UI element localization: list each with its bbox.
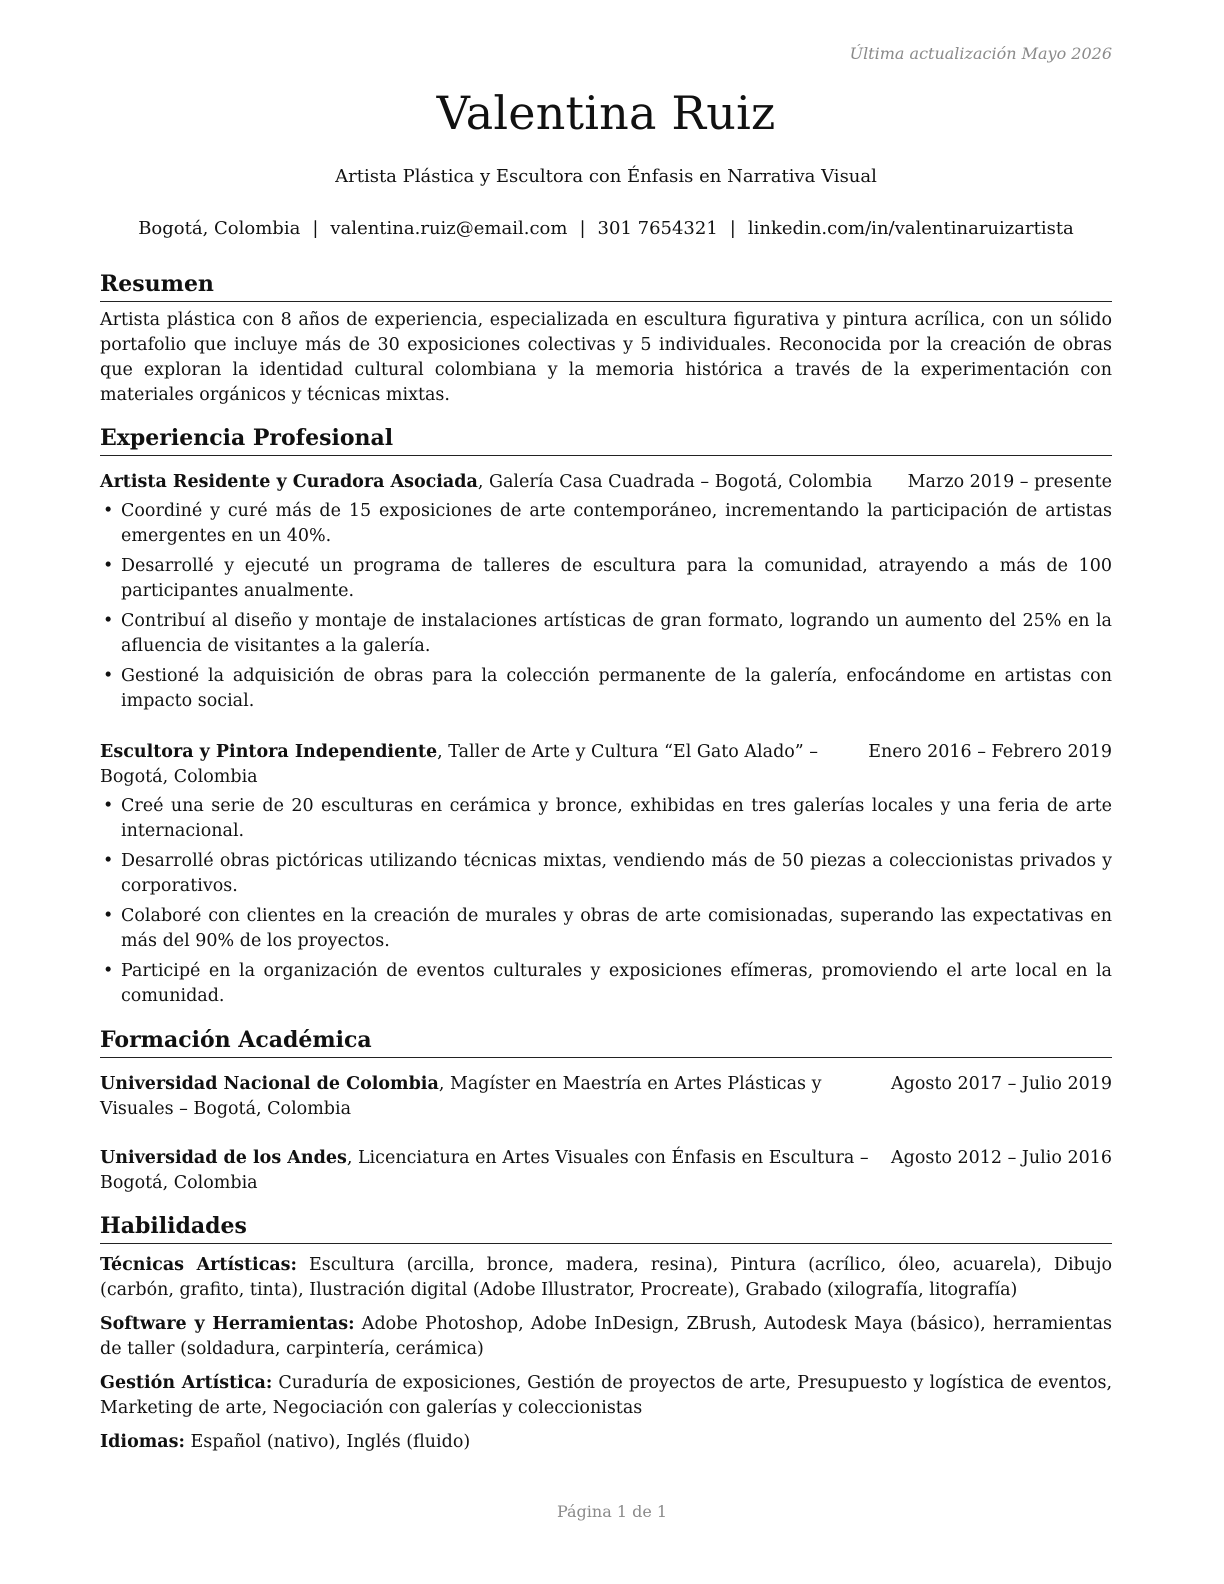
job-dates: Marzo 2019 – presente [907, 472, 1112, 492]
skill-label: Gestión Artística: [100, 1373, 273, 1393]
skill-label: Software y Herramientas: [100, 1314, 355, 1334]
job-bullets [100, 499, 1112, 714]
job-header [100, 470, 1112, 495]
page-number: Página 1 de 1 [556, 1502, 668, 1521]
job-bullet: • Contribuí al diseño y montaje de instalaciones artísticas de gran formato, logrando un aumento del 25% en la afluencia de visitantes a la galería. [100, 609, 1112, 659]
contact-line [100, 218, 1112, 239]
job-bullet: • Colaboré con clientes en la creación de murales y obras de arte comisionadas, superando las expectativas en más del 90% de los proyectos. [100, 904, 1112, 954]
skill-line [100, 1430, 1112, 1455]
job-entry [100, 470, 1112, 714]
contact-phone: 301 7654321 [597, 218, 718, 239]
job-bullet: • Participé en la organización de eventos culturales y exposiciones efímeras, promoviendo el arte local en la comunidad. [100, 959, 1112, 1009]
resume-content [100, 268, 1112, 1455]
contact-separator: | [312, 218, 319, 239]
job-dates: Enero 2016 – Febrero 2019 [868, 742, 1112, 762]
education-dates: Agosto 2017 – Julio 2019 [890, 1074, 1112, 1094]
experience-section [100, 422, 1112, 1009]
candidate-name: Valentina Ruiz [436, 86, 776, 140]
job-org: , Taller de Arte y Cultura “El Gato Alado” – Bogotá, Colombia [100, 742, 819, 787]
skills-section [100, 1210, 1112, 1455]
job-role: Escultora y Pintora Independiente [100, 742, 438, 762]
skill-label: Técnicas Artísticas: [100, 1255, 297, 1275]
skill-text: Escultura (arcilla, bronce, madera, resina), Pintura (acrílico, óleo, acuarela), Dibujo (carbón, grafito, tinta), Ilustración digital (Adobe Illustrator, Procreate), Grabado (xilografía, litografía) [100, 1255, 1112, 1300]
skill-line [100, 1312, 1112, 1362]
education-school: Universidad Nacional de Colombia [100, 1074, 439, 1094]
skill-text: Curaduría de exposiciones, Gestión de proyectos de arte, Presupuesto y logística de eventos, Marketing de arte, Negociación con galerías y coleccionistas [100, 1373, 1113, 1418]
contact-email[interactable]: valentina.ruiz@email.com [330, 218, 568, 239]
job-header [100, 740, 1112, 790]
education-detail: , Licenciatura en Artes Visuales con Énfasis en Escultura – Bogotá, Colombia [100, 1148, 869, 1193]
job-role: Artista Residente y Curadora Asociada [100, 472, 478, 492]
education-entry [100, 1072, 1112, 1122]
section-title-skills: Habilidades [100, 1210, 1112, 1244]
skill-line [100, 1253, 1112, 1303]
skill-text: Español (nativo), Inglés (fluido) [184, 1432, 471, 1452]
last-updated: Última actualización Mayo 2026 [849, 44, 1112, 63]
contact-separator: | [579, 218, 586, 239]
job-org: , Galería Casa Cuadrada – Bogotá, Colombia [477, 472, 873, 492]
section-title-education: Formación Académica [100, 1024, 1112, 1058]
summary-text: Artista plástica con 8 años de experiencia, especializada en escultura figurativa y pintura acrílica, con un sólido portafolio que incluye más de 30 exposiciones colectivas y 5 individuales. Reconocida por la creación de obras que exploran la identidad cultural colombiana y la memoria histórica a través de la experimentación con materiales orgánicos y técnicas mixtas. [100, 310, 1112, 405]
contact-separator: | [729, 218, 736, 239]
section-title-summary: Resumen [100, 268, 1112, 302]
education-entry [100, 1146, 1112, 1196]
education-school: Universidad de los Andes [100, 1148, 347, 1168]
job-bullet: • Coordiné y curé más de 15 exposiciones de arte contemporáneo, incrementando la participación de artistas emergentes en un 40%. [100, 499, 1112, 549]
job-bullet: • Creé una serie de 20 esculturas en cerámica y bronce, exhibidas en tres galerías locales y una feria de arte internacional. [100, 794, 1112, 844]
job-bullet: • Desarrollé y ejecuté un programa de talleres de escultura para la comunidad, atrayendo a más de 100 participantes anualmente. [100, 554, 1112, 604]
job-bullet: • Desarrollé obras pictóricas utilizando técnicas mixtas, vendiendo más de 50 piezas a coleccionistas privados y corporativos. [100, 849, 1112, 899]
skill-label: Idiomas: [100, 1432, 185, 1452]
education-dates: Agosto 2012 – Julio 2016 [890, 1148, 1112, 1168]
contact-location: Bogotá, Colombia [138, 218, 301, 239]
education-section [100, 1024, 1112, 1196]
tagline: Artista Plástica y Escultora con Énfasis en Narrativa Visual [335, 166, 877, 187]
job-bullet: • Gestioné la adquisición de obras para la colección permanente de la galería, enfocándome en artistas con impacto social. [100, 664, 1112, 714]
skill-line [100, 1371, 1112, 1421]
contact-linkedin[interactable]: linkedin.com/in/valentinaruizartista [747, 218, 1074, 239]
education-detail: , Magíster en Maestría en Artes Plásticas y Visuales – Bogotá, Colombia [100, 1074, 822, 1119]
section-title-experience: Experiencia Profesional [100, 422, 1112, 456]
job-entry [100, 740, 1112, 1009]
summary-section [100, 268, 1112, 408]
job-bullets [100, 794, 1112, 1009]
skill-text: Adobe Photoshop, Adobe InDesign, ZBrush, Autodesk Maya (básico), herramientas de taller (soldadura, carpintería, cerámica) [100, 1314, 1112, 1359]
